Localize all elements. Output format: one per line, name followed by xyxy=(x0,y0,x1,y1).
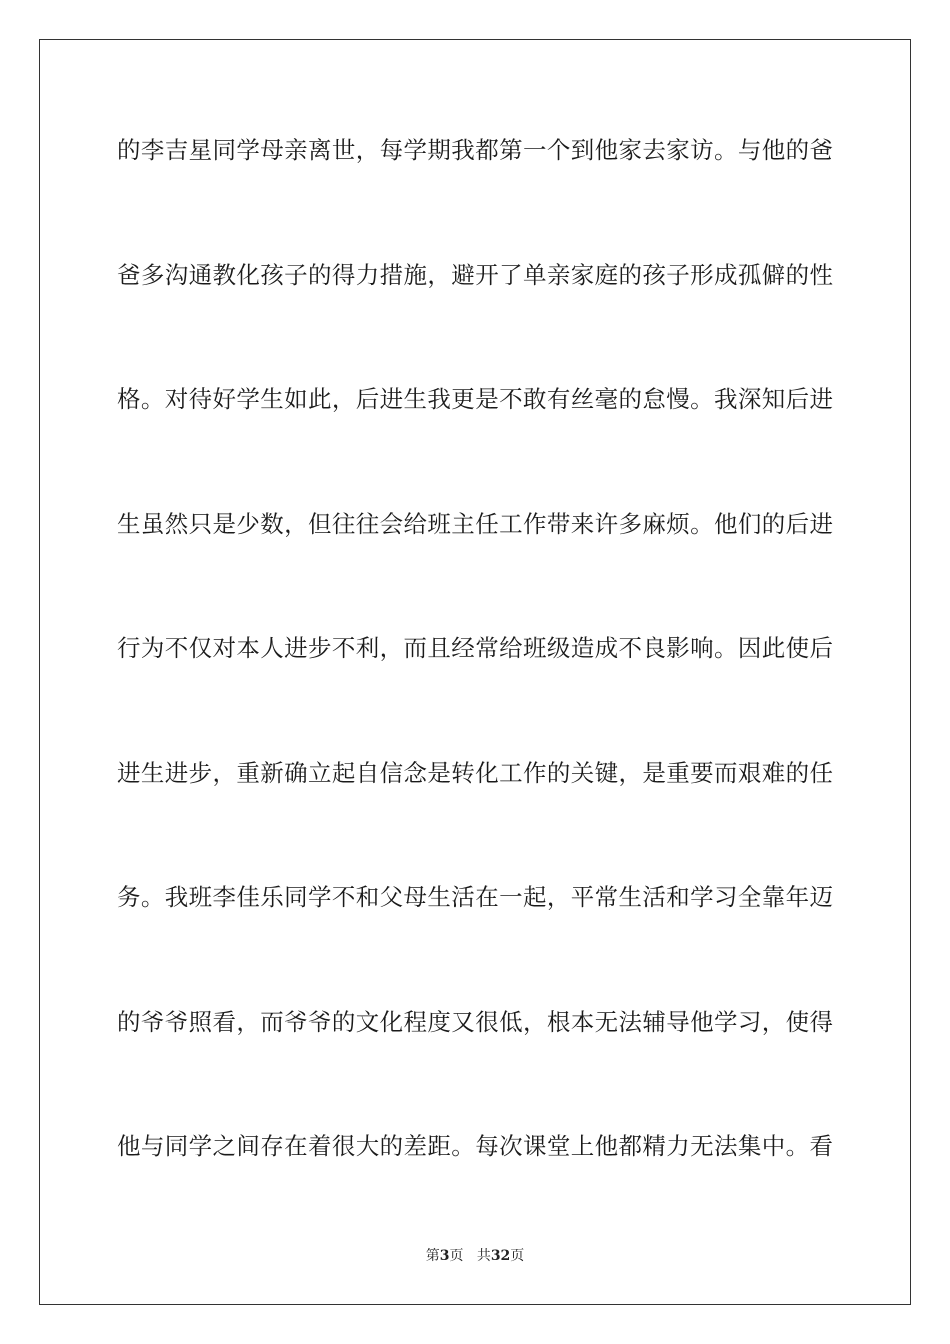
text-line: 务。我班李佳乐同学不和父母生活在一起，平常生活和学习全靠年迈 xyxy=(117,883,833,911)
text-line: 生虽然只是少数，但往往会给班主任工作带来许多麻烦。他们的后进 xyxy=(117,509,833,538)
text-line: 爸多沟通教化孩子的得力措施，避开了单亲家庭的孩子形成孤僻的性 xyxy=(117,260,833,289)
text-line: 的爷爷照看，而爷爷的文化程度又很低，根本无法辅导他学习，使得 xyxy=(117,1007,833,1036)
page-prefix: 第 xyxy=(425,1248,440,1264)
page-footer xyxy=(0,1245,950,1265)
text-line: 的李吉星同学母亲离世，每学期我都第一个到他家去家访。与他的爸 xyxy=(117,136,833,164)
text-line: 格。对待好学生如此，后进生我更是不敢有丝毫的怠慢。我深知后进 xyxy=(117,385,833,413)
total-pages: 32 xyxy=(490,1248,511,1264)
total-suffix: 页 xyxy=(510,1248,525,1264)
text-line: 进生进步，重新确立起自信念是转化工作的关键，是重要而艰难的任 xyxy=(117,758,833,787)
text-line: 他与同学之间存在着很大的差距。每次课堂上他都精力无法集中。看 xyxy=(117,1132,833,1160)
page-number: 3 xyxy=(439,1248,450,1264)
document-body xyxy=(117,126,833,1247)
page-suffix: 页 xyxy=(449,1248,464,1264)
text-line: 行为不仅对本人进步不利，而且经常给班级造成不良影响。因此使后 xyxy=(117,634,833,662)
total-prefix: 共 xyxy=(476,1248,491,1264)
